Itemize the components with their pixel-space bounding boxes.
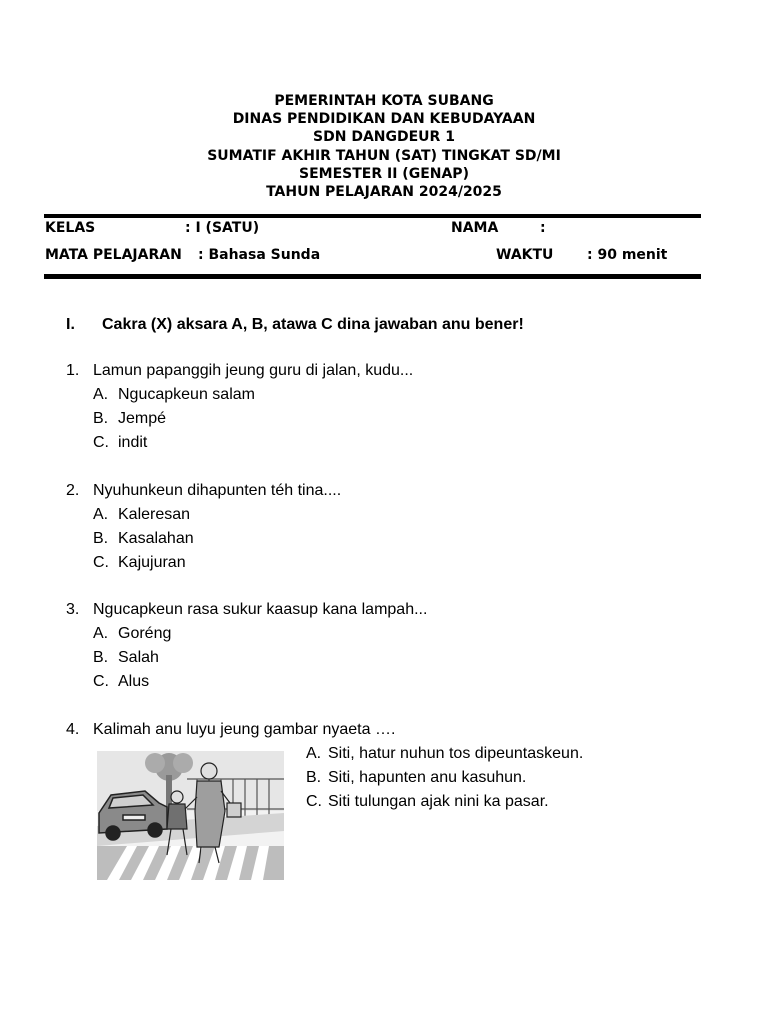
- option-letter: B.: [93, 649, 109, 666]
- section-number: I.: [66, 316, 75, 333]
- question-number: 2.: [66, 482, 80, 499]
- header-line: PEMERINTAH KOTA SUBANG: [274, 93, 494, 109]
- section-instruction: [66, 316, 524, 334]
- option-b[interactable]: [66, 527, 341, 551]
- question-2: [66, 479, 341, 575]
- mapel-label: MATA PELAJARAN: [45, 247, 182, 263]
- header-line: TAHUN PELAJARAN 2024/2025: [266, 184, 502, 201]
- option-text: indit: [118, 434, 148, 451]
- header-line: SDN DANGDEUR 1: [313, 129, 455, 146]
- waktu-label: WAKTU: [496, 247, 554, 263]
- option-text: Jempé: [118, 410, 167, 427]
- question-text: Ngucapkeun rasa sukur kaasup kana lampah...: [93, 601, 428, 618]
- option-b[interactable]: [66, 646, 427, 670]
- option-text: Salah: [118, 649, 159, 666]
- question-4-options: [306, 742, 583, 814]
- option-letter: A.: [93, 506, 109, 523]
- question-text: Kalimah anu luyu jeung gambar nyaeta ….: [93, 721, 396, 738]
- option-letter: B.: [93, 410, 109, 427]
- option-a[interactable]: [66, 383, 413, 407]
- option-text: Siti, hapunten anu kasuhun.: [328, 769, 527, 786]
- header-line: SUMATIF AKHIR TAHUN (SAT) TINGKAT SD/MI: [207, 147, 561, 164]
- document-header: [0, 92, 768, 201]
- option-text: Ngucapkeun salam: [118, 386, 255, 403]
- question-number: 1.: [66, 362, 80, 379]
- option-a[interactable]: [66, 622, 427, 646]
- section-text: Cakra (X) aksara A, B, atawa C dina jawaban anu bener!: [102, 316, 524, 333]
- option-b[interactable]: [306, 766, 583, 790]
- option-letter: C.: [93, 434, 109, 451]
- nama-label: NAMA: [451, 220, 499, 236]
- question-number: 3.: [66, 601, 80, 618]
- option-c[interactable]: [66, 670, 427, 694]
- option-letter: A.: [93, 625, 109, 642]
- bottom-divider: [44, 274, 701, 279]
- option-letter: C.: [306, 793, 322, 810]
- option-letter: C.: [93, 673, 109, 690]
- question-number: 4.: [66, 721, 80, 738]
- question-4: [66, 718, 395, 742]
- option-a[interactable]: [66, 503, 341, 527]
- option-letter: B.: [306, 769, 322, 786]
- kelas-value: : I (SATU): [185, 220, 260, 236]
- question-text: Nyuhunkeun dihapunten téh tina....: [93, 482, 342, 499]
- option-text: Siti, hatur nuhun tos dipeuntaskeun.: [328, 745, 584, 762]
- mapel-value: : Bahasa Sunda: [198, 247, 321, 263]
- option-letter: A.: [93, 386, 109, 403]
- option-text: Kaleresan: [118, 506, 191, 523]
- option-b[interactable]: [66, 407, 413, 431]
- kelas-label: KELAS: [45, 220, 96, 236]
- header-line: DINAS PENDIDIKAN DAN KEBUDAYAAN: [232, 111, 536, 128]
- option-c[interactable]: [66, 431, 413, 455]
- option-text: Kasalahan: [118, 530, 194, 547]
- option-c[interactable]: [306, 790, 583, 814]
- top-divider: [44, 214, 701, 218]
- crosswalk-illustration: [97, 751, 284, 880]
- option-c[interactable]: [66, 551, 341, 575]
- waktu-value: : 90 menit: [587, 247, 668, 263]
- option-letter: C.: [93, 554, 109, 571]
- option-letter: B.: [93, 530, 109, 547]
- header-line: SEMESTER II (GENAP): [299, 165, 469, 182]
- question-3: [66, 598, 427, 694]
- option-a[interactable]: [306, 742, 583, 766]
- question-text: Lamun papanggih jeung guru di jalan, kudu...: [93, 362, 414, 379]
- option-text: Kajujuran: [118, 554, 186, 571]
- option-text: Goréng: [118, 625, 172, 642]
- nama-value[interactable]: :: [540, 220, 546, 236]
- option-text: Alus: [118, 673, 150, 690]
- option-text: Siti tulungan ajak nini ka pasar.: [328, 793, 549, 810]
- question-1: [66, 359, 413, 455]
- option-letter: A.: [306, 745, 322, 762]
